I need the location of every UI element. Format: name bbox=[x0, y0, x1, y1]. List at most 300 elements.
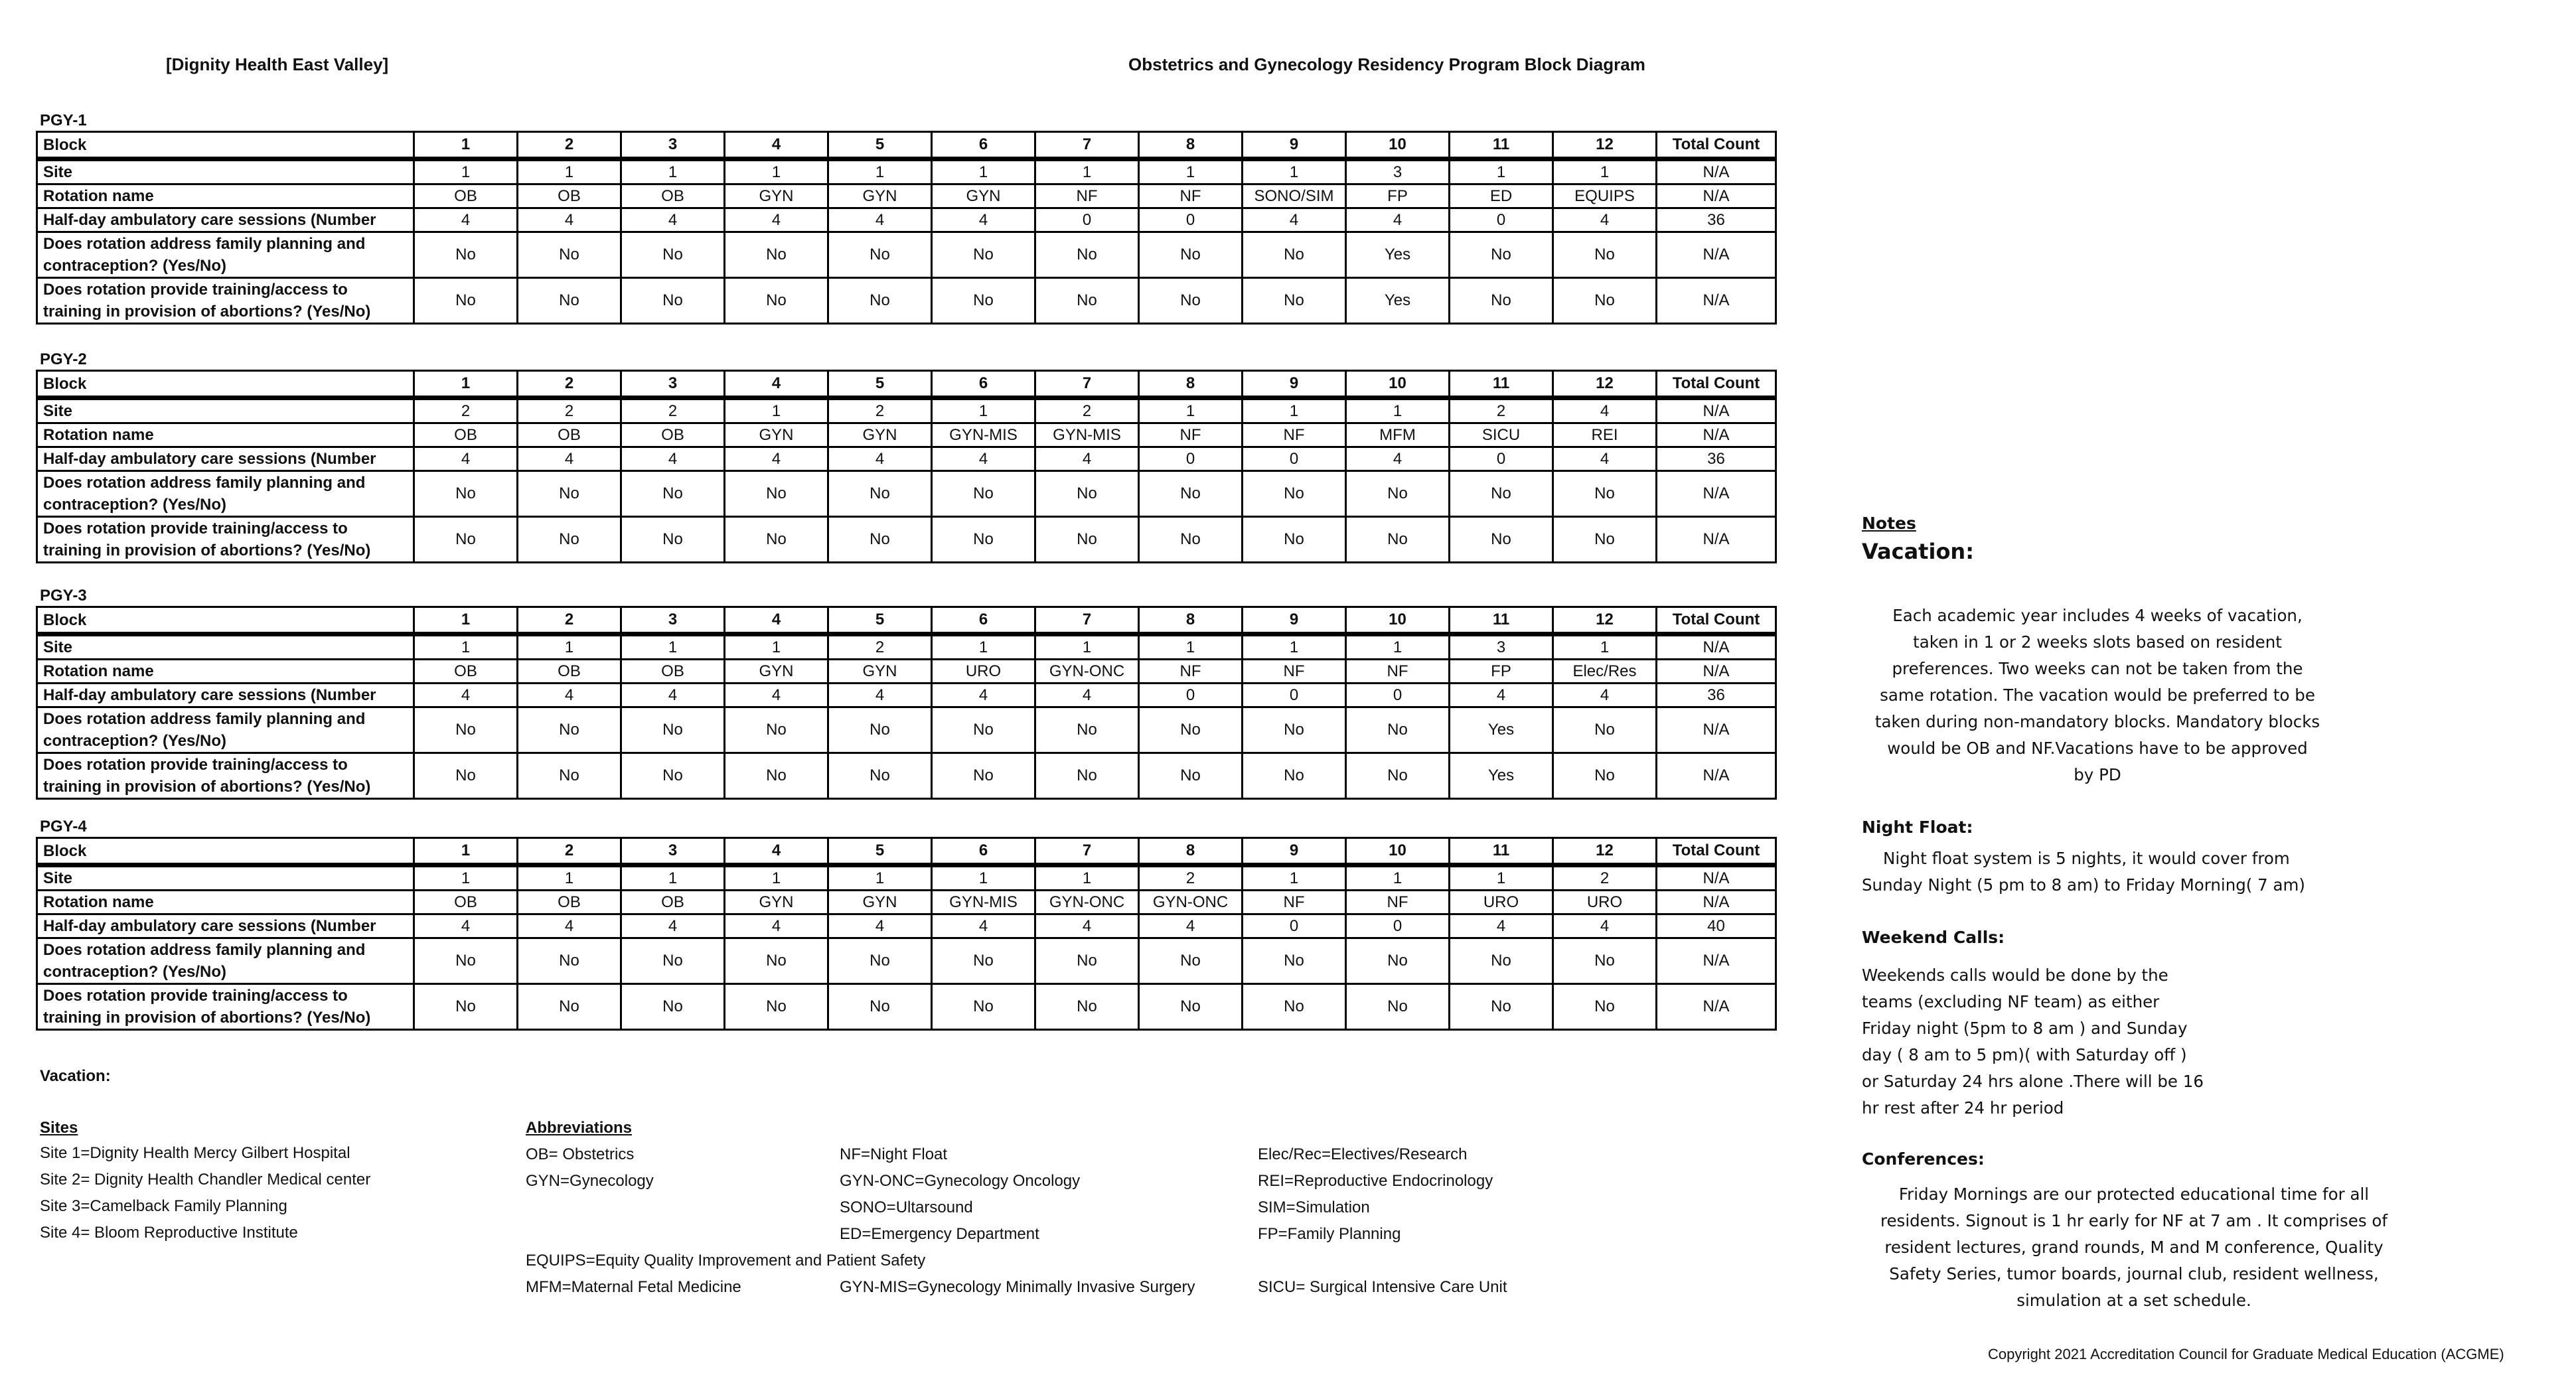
row-label: Half-day ambulatory care sessions (Number bbox=[37, 684, 414, 707]
table-cell: Yes bbox=[1346, 278, 1450, 324]
table-cell: No bbox=[1450, 938, 1553, 984]
abbreviations-col1 bbox=[526, 1141, 654, 1195]
table-cell: 0 bbox=[1035, 208, 1139, 232]
table-cell: 9 bbox=[1243, 607, 1346, 634]
table-cell: 1 bbox=[1035, 159, 1139, 184]
table-cell: 1 bbox=[414, 159, 518, 184]
table-cell: 10 bbox=[1346, 371, 1450, 398]
table-cell: 4 bbox=[1450, 914, 1553, 938]
table-cell: GYN-ONC bbox=[1035, 660, 1139, 684]
note-line: by PD bbox=[2074, 765, 2121, 784]
table-cell: No bbox=[828, 753, 932, 799]
table-row-family-planning bbox=[37, 232, 1776, 278]
table-cell: GYN bbox=[828, 891, 932, 914]
table-cell: 9 bbox=[1243, 838, 1346, 865]
table-row-abortion-training bbox=[37, 753, 1776, 799]
table-cell: 12 bbox=[1553, 132, 1657, 159]
table-cell: No bbox=[932, 753, 1035, 799]
table-cell: No bbox=[1035, 517, 1139, 563]
table-cell: 1 bbox=[1243, 398, 1346, 423]
table-cell: 2 bbox=[1035, 398, 1139, 423]
table-cell: 1 bbox=[621, 865, 725, 891]
table-cell: NF bbox=[1139, 660, 1243, 684]
total-count-cell: N/A bbox=[1657, 634, 1776, 660]
table-cell: 4 bbox=[828, 684, 932, 707]
table-cell: 10 bbox=[1346, 132, 1450, 159]
total-count-cell: N/A bbox=[1657, 753, 1776, 799]
table-cell: SICU bbox=[1450, 423, 1553, 447]
weekend-calls-title: Weekend Calls: bbox=[1862, 928, 2005, 947]
table-cell: 8 bbox=[1139, 607, 1243, 634]
table-cell: 1 bbox=[932, 398, 1035, 423]
row-label: Does rotation provide training/access to training in provision of abortions? (Yes/No) bbox=[37, 984, 414, 1030]
table-cell: GYN bbox=[725, 423, 828, 447]
block-table-pgy-1 bbox=[36, 131, 1777, 325]
row-label: Does rotation provide training/access to training in provision of abortions? (Yes/No) bbox=[37, 517, 414, 563]
table-cell: FP bbox=[1346, 184, 1450, 208]
table-cell: 8 bbox=[1139, 838, 1243, 865]
total-count-cell: N/A bbox=[1657, 707, 1776, 753]
note-line: Friday Mornings are our protected educational time for all bbox=[1898, 1185, 2370, 1204]
table-row-site bbox=[37, 159, 1776, 184]
table-row-abortion-training bbox=[37, 984, 1776, 1030]
table-cell: No bbox=[414, 938, 518, 984]
table-cell: URO bbox=[1450, 891, 1553, 914]
table-cell: 0 bbox=[1346, 684, 1450, 707]
abbreviation-item: OB= Obstetrics bbox=[526, 1145, 635, 1163]
table-cell: GYN-MIS bbox=[932, 423, 1035, 447]
table-cell: 1 bbox=[1139, 634, 1243, 660]
table-cell: 1 bbox=[1243, 634, 1346, 660]
table-cell: No bbox=[1243, 471, 1346, 517]
table-cell: No bbox=[828, 707, 932, 753]
pgy-label: PGY-3 bbox=[40, 587, 87, 605]
table-cell: 1 bbox=[1450, 159, 1553, 184]
table-cell: 1 bbox=[828, 865, 932, 891]
row-label: Rotation name bbox=[37, 423, 414, 447]
abbreviation-item: GYN-ONC=Gynecology Oncology bbox=[840, 1172, 1081, 1190]
note-line: day ( 8 am to 5 pm)( with Saturday off ) bbox=[1862, 1045, 2187, 1064]
table-row-half-day bbox=[37, 914, 1776, 938]
total-count-cell: Total Count bbox=[1657, 607, 1776, 634]
table-cell: No bbox=[725, 517, 828, 563]
abbreviation-item: SICU= Surgical Intensive Care Unit bbox=[1258, 1278, 1507, 1296]
table-cell: 4 bbox=[1035, 684, 1139, 707]
table-cell: 5 bbox=[828, 607, 932, 634]
table-cell: No bbox=[1035, 938, 1139, 984]
table-cell: 2 bbox=[518, 371, 621, 398]
total-count-cell: N/A bbox=[1657, 984, 1776, 1030]
table-cell: 1 bbox=[414, 132, 518, 159]
table-cell: 11 bbox=[1450, 607, 1553, 634]
total-count-cell: 36 bbox=[1657, 208, 1776, 232]
table-cell: No bbox=[932, 232, 1035, 278]
table-cell: No bbox=[725, 984, 828, 1030]
note-line: Weekends calls would be done by the bbox=[1862, 966, 2168, 985]
table-cell: 1 bbox=[1243, 159, 1346, 184]
abbreviation-item: REI=Reproductive Endocrinology bbox=[1258, 1172, 1493, 1190]
table-cell: 6 bbox=[932, 132, 1035, 159]
table-cell: No bbox=[1035, 278, 1139, 324]
row-label: Does rotation address family planning and contraception? (Yes/No) bbox=[37, 938, 414, 984]
weekend-calls-body bbox=[1862, 962, 2204, 1122]
table-cell: No bbox=[414, 517, 518, 563]
table-cell: 4 bbox=[932, 208, 1035, 232]
table-cell: 1 bbox=[1035, 865, 1139, 891]
table-row-family-planning bbox=[37, 707, 1776, 753]
table-cell: 1 bbox=[414, 371, 518, 398]
table-cell: 1 bbox=[725, 398, 828, 423]
total-count-cell: N/A bbox=[1657, 891, 1776, 914]
table-cell: 2 bbox=[828, 398, 932, 423]
table-cell: 4 bbox=[1139, 914, 1243, 938]
table-row-family-planning bbox=[37, 938, 1776, 984]
table-cell: GYN-MIS bbox=[1035, 423, 1139, 447]
table-cell: 2 bbox=[828, 634, 932, 660]
abbreviation-item: Elec/Rec=Electives/Research bbox=[1258, 1145, 1468, 1163]
table-cell: 4 bbox=[621, 914, 725, 938]
table-cell: URO bbox=[1553, 891, 1657, 914]
row-label: Does rotation address family planning and contraception? (Yes/No) bbox=[37, 471, 414, 517]
table-cell: 1 bbox=[932, 159, 1035, 184]
table-cell: NF bbox=[1243, 660, 1346, 684]
table-cell: 6 bbox=[932, 371, 1035, 398]
table-cell: No bbox=[725, 753, 828, 799]
table-cell: 4 bbox=[621, 208, 725, 232]
table-cell: 4 bbox=[1243, 208, 1346, 232]
table-cell: 4 bbox=[1553, 684, 1657, 707]
table-cell: 0 bbox=[1139, 447, 1243, 471]
table-cell: 1 bbox=[725, 159, 828, 184]
table-cell: 12 bbox=[1553, 838, 1657, 865]
table-cell: No bbox=[932, 707, 1035, 753]
table-cell: 4 bbox=[932, 447, 1035, 471]
table-cell: No bbox=[414, 232, 518, 278]
table-cell: 4 bbox=[414, 447, 518, 471]
table-cell: No bbox=[1553, 471, 1657, 517]
table-cell: No bbox=[1553, 753, 1657, 799]
table-cell: 10 bbox=[1346, 607, 1450, 634]
row-label: Does rotation address family planning and contraception? (Yes/No) bbox=[37, 707, 414, 753]
table-cell: 9 bbox=[1243, 132, 1346, 159]
table-cell: No bbox=[518, 232, 621, 278]
table-cell: 3 bbox=[621, 371, 725, 398]
table-cell: 4 bbox=[725, 838, 828, 865]
table-cell: 3 bbox=[621, 607, 725, 634]
abbreviation-item: EQUIPS=Equity Quality Improvement and Patient Safety bbox=[526, 1252, 926, 1269]
abbreviations-col3 bbox=[1258, 1141, 1493, 1248]
table-cell: No bbox=[1553, 232, 1657, 278]
total-count-cell: Total Count bbox=[1657, 838, 1776, 865]
note-line: Each academic year includes 4 weeks of vacation, bbox=[1892, 606, 2303, 625]
table-cell: GYN bbox=[828, 660, 932, 684]
institution-name: [Dignity Health East Valley] bbox=[166, 54, 389, 74]
row-label: Does rotation address family planning and contraception? (Yes/No) bbox=[37, 232, 414, 278]
table-cell: 4 bbox=[725, 132, 828, 159]
table-cell: 4 bbox=[1346, 208, 1450, 232]
table-cell: 4 bbox=[518, 208, 621, 232]
table-cell: 7 bbox=[1035, 838, 1139, 865]
table-row-rotation bbox=[37, 660, 1776, 684]
total-count-cell: Total Count bbox=[1657, 132, 1776, 159]
table-cell: 3 bbox=[621, 132, 725, 159]
table-cell: No bbox=[621, 471, 725, 517]
table-cell: 1 bbox=[1035, 634, 1139, 660]
table-cell: No bbox=[1243, 278, 1346, 324]
table-cell: 4 bbox=[621, 447, 725, 471]
table-cell: MFM bbox=[1346, 423, 1450, 447]
table-cell: Yes bbox=[1450, 707, 1553, 753]
table-cell: No bbox=[1035, 984, 1139, 1030]
table-cell: 0 bbox=[1346, 914, 1450, 938]
table-cell: No bbox=[1139, 984, 1243, 1030]
table-cell: 1 bbox=[1346, 634, 1450, 660]
table-cell: No bbox=[1139, 938, 1243, 984]
table-row-block bbox=[37, 607, 1776, 634]
table-cell: No bbox=[1346, 984, 1450, 1030]
total-count-cell: Total Count bbox=[1657, 371, 1776, 398]
table-cell: No bbox=[1243, 753, 1346, 799]
table-cell: No bbox=[1243, 232, 1346, 278]
table-row-block bbox=[37, 132, 1776, 159]
table-cell: NF bbox=[1243, 891, 1346, 914]
abbreviation-item: FP=Family Planning bbox=[1258, 1225, 1401, 1243]
note-line: Night float system is 5 nights, it would cover from bbox=[1883, 849, 2290, 868]
table-cell: 4 bbox=[518, 684, 621, 707]
table-cell: 4 bbox=[1553, 398, 1657, 423]
table-cell: No bbox=[621, 278, 725, 324]
table-cell: No bbox=[932, 471, 1035, 517]
table-cell: 4 bbox=[725, 208, 828, 232]
notes-heading: Notes bbox=[1862, 514, 1916, 533]
table-cell: OB bbox=[621, 184, 725, 208]
table-cell: OB bbox=[414, 891, 518, 914]
table-cell: No bbox=[1139, 753, 1243, 799]
table-cell: 4 bbox=[1035, 447, 1139, 471]
total-count-cell: N/A bbox=[1657, 865, 1776, 891]
abbreviation-item: SONO=Ultarsound bbox=[840, 1198, 973, 1216]
table-cell: FP bbox=[1450, 660, 1553, 684]
table-cell: No bbox=[828, 938, 932, 984]
row-label: Rotation name bbox=[37, 891, 414, 914]
table-cell: NF bbox=[1346, 660, 1450, 684]
table-cell: 4 bbox=[932, 684, 1035, 707]
site-item: Site 2= Dignity Health Chandler Medical center bbox=[40, 1171, 371, 1189]
row-label: Rotation name bbox=[37, 660, 414, 684]
table-cell: 7 bbox=[1035, 371, 1139, 398]
table-cell: NF bbox=[1346, 891, 1450, 914]
table-cell: 1 bbox=[1553, 634, 1657, 660]
table-cell: No bbox=[828, 232, 932, 278]
table-cell: 1 bbox=[621, 159, 725, 184]
table-cell: GYN bbox=[828, 184, 932, 208]
note-line: or Saturday 24 hrs alone .There will be 16 bbox=[1862, 1072, 2204, 1091]
table-cell: 8 bbox=[1139, 132, 1243, 159]
table-cell: 2 bbox=[1139, 865, 1243, 891]
table-cell: GYN-ONC bbox=[1035, 891, 1139, 914]
table-cell: No bbox=[414, 753, 518, 799]
table-cell: No bbox=[1139, 517, 1243, 563]
row-label: Half-day ambulatory care sessions (Number bbox=[37, 447, 414, 471]
table-cell: 0 bbox=[1243, 914, 1346, 938]
table-cell: No bbox=[1139, 471, 1243, 517]
conferences-title: Conferences: bbox=[1862, 1149, 1985, 1169]
table-cell: No bbox=[828, 471, 932, 517]
table-cell: REI bbox=[1553, 423, 1657, 447]
table-cell: 1 bbox=[932, 634, 1035, 660]
table-cell: No bbox=[828, 984, 932, 1030]
total-count-cell: N/A bbox=[1657, 232, 1776, 278]
table-row-site bbox=[37, 865, 1776, 891]
table-cell: No bbox=[518, 471, 621, 517]
table-cell: 0 bbox=[1243, 447, 1346, 471]
table-cell: 4 bbox=[1553, 914, 1657, 938]
table-cell: 11 bbox=[1450, 371, 1553, 398]
table-cell: 4 bbox=[414, 208, 518, 232]
table-cell: No bbox=[414, 471, 518, 517]
table-cell: 4 bbox=[1553, 208, 1657, 232]
table-cell: OB bbox=[414, 423, 518, 447]
table-cell: No bbox=[1139, 707, 1243, 753]
table-cell: OB bbox=[414, 184, 518, 208]
table-cell: 1 bbox=[1346, 398, 1450, 423]
table-cell: 1 bbox=[932, 865, 1035, 891]
table-cell: 1 bbox=[828, 159, 932, 184]
table-cell: No bbox=[518, 938, 621, 984]
table-cell: No bbox=[1035, 707, 1139, 753]
table-row-half-day bbox=[37, 684, 1776, 707]
table-cell: 2 bbox=[518, 607, 621, 634]
table-cell: 1 bbox=[1139, 159, 1243, 184]
table-cell: No bbox=[1035, 232, 1139, 278]
table-cell: GYN bbox=[932, 184, 1035, 208]
row-label: Half-day ambulatory care sessions (Number bbox=[37, 208, 414, 232]
table-cell: 9 bbox=[1243, 371, 1346, 398]
table-cell: 3 bbox=[621, 838, 725, 865]
table-cell: No bbox=[414, 984, 518, 1030]
site-item: Site 3=Camelback Family Planning bbox=[40, 1197, 287, 1215]
table-cell: No bbox=[1346, 471, 1450, 517]
pgy-label: PGY-4 bbox=[40, 818, 87, 835]
notes-vacation-title: Vacation: bbox=[1862, 539, 1974, 564]
table-cell: GYN bbox=[725, 891, 828, 914]
table-row-rotation bbox=[37, 184, 1776, 208]
note-line: same rotation. The vacation would be preferred to be bbox=[1880, 686, 2315, 705]
table-cell: Elec/Res bbox=[1553, 660, 1657, 684]
table-cell: 0 bbox=[1139, 208, 1243, 232]
table-cell: OB bbox=[518, 423, 621, 447]
table-cell: 5 bbox=[828, 838, 932, 865]
table-cell: 11 bbox=[1450, 838, 1553, 865]
total-count-cell: N/A bbox=[1657, 423, 1776, 447]
table-cell: No bbox=[414, 278, 518, 324]
table-cell: 4 bbox=[1346, 447, 1450, 471]
row-label: Does rotation provide training/access to training in provision of abortions? (Yes/No) bbox=[37, 753, 414, 799]
table-cell: 4 bbox=[725, 684, 828, 707]
table-cell: 1 bbox=[518, 159, 621, 184]
abbreviation-item: SIM=Simulation bbox=[1258, 1198, 1370, 1216]
pgy-label: PGY-2 bbox=[40, 350, 87, 368]
table-cell: No bbox=[932, 278, 1035, 324]
sites-heading: Sites bbox=[40, 1119, 78, 1137]
table-cell: 1 bbox=[1346, 865, 1450, 891]
note-line: Friday night (5pm to 8 am ) and Sunday bbox=[1862, 1019, 2188, 1038]
table-cell: 4 bbox=[1553, 447, 1657, 471]
table-cell: 2 bbox=[518, 398, 621, 423]
table-cell: 4 bbox=[828, 447, 932, 471]
table-cell: 6 bbox=[932, 607, 1035, 634]
table-cell: No bbox=[1243, 984, 1346, 1030]
table-cell: GYN bbox=[725, 184, 828, 208]
table-cell: OB bbox=[518, 891, 621, 914]
table-cell: 8 bbox=[1139, 371, 1243, 398]
table-cell: No bbox=[518, 753, 621, 799]
table-cell: No bbox=[1553, 517, 1657, 563]
note-line: taken during non-mandatory blocks. Mandatory blocks bbox=[1874, 712, 2320, 731]
total-count-cell: N/A bbox=[1657, 398, 1776, 423]
total-count-cell: 36 bbox=[1657, 447, 1776, 471]
row-label: Block bbox=[37, 838, 414, 865]
table-cell: 1 bbox=[1450, 865, 1553, 891]
table-cell: GYN-ONC bbox=[1139, 891, 1243, 914]
table-cell: 0 bbox=[1139, 684, 1243, 707]
total-count-cell: N/A bbox=[1657, 938, 1776, 984]
table-cell: 0 bbox=[1450, 208, 1553, 232]
page-title: Obstetrics and Gynecology Residency Program Block Diagram bbox=[1128, 54, 1645, 74]
table-cell: 12 bbox=[1553, 607, 1657, 634]
table-cell: 4 bbox=[725, 371, 828, 398]
table-cell: SONO/SIM bbox=[1243, 184, 1346, 208]
table-row-abortion-training bbox=[37, 278, 1776, 324]
table-cell: 1 bbox=[414, 865, 518, 891]
conferences-body bbox=[1862, 1181, 2406, 1314]
table-cell: No bbox=[1450, 278, 1553, 324]
note-line: resident lectures, grand rounds, M and M conference, Quality bbox=[1884, 1238, 2384, 1257]
table-cell: 1 bbox=[518, 634, 621, 660]
table-cell: 1 bbox=[1553, 159, 1657, 184]
table-cell: 4 bbox=[414, 914, 518, 938]
table-cell: No bbox=[1346, 753, 1450, 799]
table-cell: OB bbox=[414, 660, 518, 684]
table-cell: 2 bbox=[1553, 865, 1657, 891]
table-cell: 4 bbox=[932, 914, 1035, 938]
table-cell: 4 bbox=[828, 208, 932, 232]
row-label: Site bbox=[37, 865, 414, 891]
table-cell: 4 bbox=[518, 914, 621, 938]
table-cell: No bbox=[621, 984, 725, 1030]
abbreviations-col2 bbox=[840, 1141, 1080, 1248]
table-cell: OB bbox=[621, 423, 725, 447]
night-float-title: Night Float: bbox=[1862, 818, 1973, 837]
total-count-cell: N/A bbox=[1657, 278, 1776, 324]
table-cell: OB bbox=[621, 660, 725, 684]
total-count-cell: N/A bbox=[1657, 517, 1776, 563]
table-cell: 1 bbox=[621, 634, 725, 660]
table-cell: Yes bbox=[1346, 232, 1450, 278]
table-row-rotation bbox=[37, 891, 1776, 914]
table-cell: No bbox=[518, 517, 621, 563]
table-cell: Yes bbox=[1450, 753, 1553, 799]
table-cell: 1 bbox=[725, 634, 828, 660]
table-row-block bbox=[37, 838, 1776, 865]
copyright-notice: Copyright 2021 Accreditation Council for Graduate Medical Education (ACGME) bbox=[1988, 1346, 2504, 1362]
table-cell: No bbox=[1553, 707, 1657, 753]
abbreviations-heading: Abbreviations bbox=[526, 1119, 633, 1137]
table-cell: No bbox=[518, 984, 621, 1030]
row-label: Site bbox=[37, 634, 414, 660]
table-cell: NF bbox=[1139, 184, 1243, 208]
table-cell: 0 bbox=[1243, 684, 1346, 707]
